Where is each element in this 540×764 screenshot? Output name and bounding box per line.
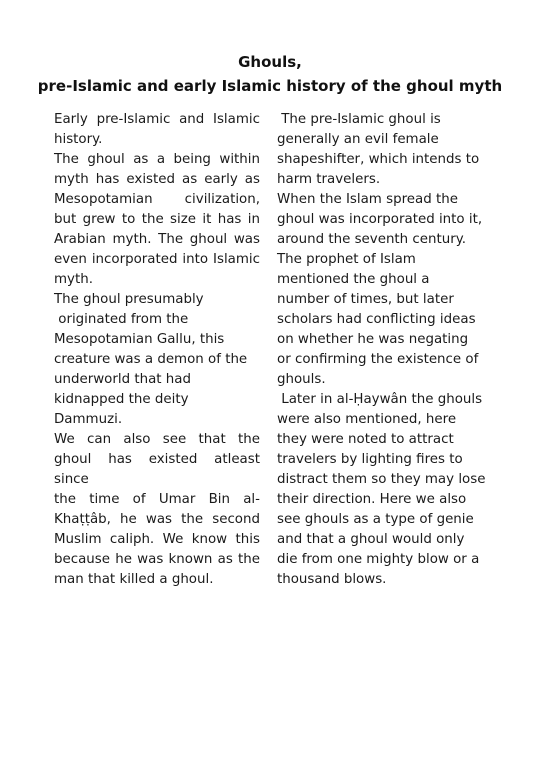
text-line: the time of Umar Bin al- xyxy=(54,492,260,507)
text-line: Khaṭṭâb, he was the second xyxy=(54,512,260,527)
text-line: but grew to the size it has in xyxy=(54,212,260,227)
right-paragraph-2 xyxy=(277,190,491,250)
text-line: Dammuzi. xyxy=(54,412,123,427)
text-line: myth. xyxy=(54,272,93,287)
text-line: scholars had conflicting ideas xyxy=(277,312,476,327)
text-line: their direction. Here we also xyxy=(277,492,467,507)
text-line: mentioned the ghoul a xyxy=(277,272,430,287)
text-line: When the Islam spread the xyxy=(277,192,458,207)
text-line: die from one mighty blow or a xyxy=(277,552,480,567)
text-line: number of times, but later xyxy=(277,292,454,307)
text-line: shapeshifter, which intends to xyxy=(277,152,480,167)
text-line: around the seventh century. xyxy=(277,232,467,247)
right-column xyxy=(277,110,491,590)
text-line: they were noted to attract xyxy=(277,432,454,447)
text-line: distract them so they may lose xyxy=(277,472,486,487)
text-line: because he was known as the xyxy=(54,552,260,567)
text-line: on whether he was negating xyxy=(277,332,469,347)
document-title xyxy=(0,50,540,98)
text-line: underworld that had xyxy=(54,372,191,387)
text-line: even incorporated into Islamic xyxy=(54,252,260,267)
text-line: or confirming the existence of xyxy=(277,352,479,367)
text-line: Later in al-Ḥaywân the ghouls xyxy=(277,392,483,407)
text-line: see ghouls as a type of genie xyxy=(277,512,474,527)
title-line-1: Ghouls, xyxy=(238,53,302,71)
text-line: myth has existed as early as xyxy=(54,172,260,187)
text-line: ghoul was incorporated into it, xyxy=(277,212,483,227)
text-line: originated from the xyxy=(54,312,189,327)
text-line: creature was a demon of the xyxy=(54,352,248,367)
left-paragraph-1 xyxy=(54,110,260,150)
text-line: and that a ghoul would only xyxy=(277,532,465,547)
text-line: Early pre-Islamic and Islamic xyxy=(54,112,260,127)
text-line: Arabian myth. The ghoul was xyxy=(54,232,260,247)
text-line: ghouls. xyxy=(277,372,326,387)
text-line: The ghoul as a being within xyxy=(54,152,260,167)
right-paragraph-3 xyxy=(277,250,491,390)
text-line: The pre-Islamic ghoul is xyxy=(277,112,441,127)
text-line: man that killed a ghoul. xyxy=(54,572,214,587)
text-line: Muslim caliph. We know this xyxy=(54,532,260,547)
left-paragraph-3 xyxy=(54,290,260,430)
text-line: harm travelers. xyxy=(277,172,381,187)
text-line: ghoul has existed atleast since xyxy=(54,452,260,487)
left-column xyxy=(54,110,260,590)
text-line: The ghoul presumably xyxy=(54,292,204,307)
left-paragraph-2 xyxy=(54,150,260,290)
text-line: The prophet of Islam xyxy=(277,252,416,267)
text-line: Mesopotamian civilization, xyxy=(54,192,260,207)
title-line-2: pre-Islamic and early Islamic history of the ghoul myth xyxy=(37,77,503,95)
text-line: thousand blows. xyxy=(277,572,387,587)
text-line: travelers by lighting fires to xyxy=(277,452,463,467)
text-line: were also mentioned, here xyxy=(277,412,457,427)
text-line: history. xyxy=(54,132,103,147)
text-line: generally an evil female xyxy=(277,132,439,147)
right-paragraph-1 xyxy=(277,110,491,190)
text-line: We can also see that the xyxy=(54,432,260,447)
text-line: Mesopotamian Gallu, this xyxy=(54,332,225,347)
left-paragraph-4 xyxy=(54,430,260,590)
right-paragraph-4 xyxy=(277,390,491,590)
text-line: kidnapped the deity xyxy=(54,392,189,407)
